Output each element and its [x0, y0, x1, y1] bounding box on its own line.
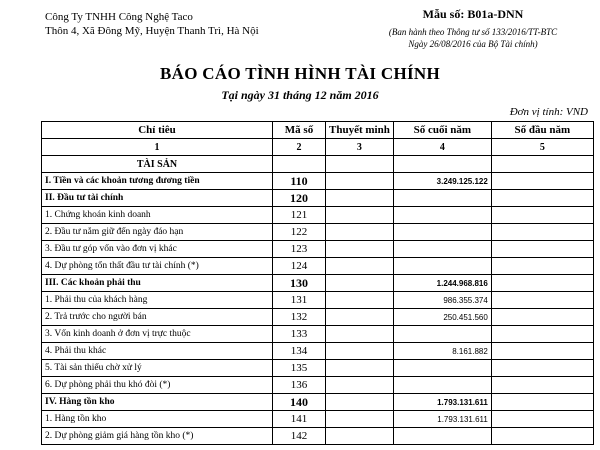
row-end-value [393, 377, 491, 394]
table-row [42, 224, 594, 241]
table-row [42, 360, 594, 377]
column-index: 3 [326, 139, 394, 156]
table-row [42, 309, 594, 326]
row-note [326, 394, 394, 411]
section-title: TÀI SẢN [42, 156, 273, 173]
row-note [326, 411, 394, 428]
row-label: I. Tiền và các khoản tương đương tiền [42, 173, 273, 190]
row-code: 121 [273, 207, 326, 224]
row-label: 5. Tài sản thiếu chờ xử lý [42, 360, 273, 377]
row-label: 1. Phải thu của khách hàng [42, 292, 273, 309]
row-start-value [491, 207, 593, 224]
currency-unit: Đơn vị tính: VND [509, 106, 588, 118]
row-start-value [491, 411, 593, 428]
row-end-value [393, 224, 491, 241]
table-row [42, 394, 594, 411]
row-start-value [491, 377, 593, 394]
header-row [42, 122, 594, 139]
table-row [42, 207, 594, 224]
row-code: 123 [273, 241, 326, 258]
row-end-value: 250.451.560 [393, 309, 491, 326]
table-row [42, 292, 594, 309]
row-note [326, 258, 394, 275]
row-note [326, 360, 394, 377]
table-row [42, 241, 594, 258]
row-start-value [491, 241, 593, 258]
row-label: 3. Đầu tư góp vốn vào đơn vị khác [42, 241, 273, 258]
row-start-value [491, 292, 593, 309]
row-start-value [491, 394, 593, 411]
form-info [358, 8, 588, 50]
row-start-value [491, 343, 593, 360]
row-code: 122 [273, 224, 326, 241]
row-code: 135 [273, 360, 326, 377]
row-label: 2. Trả trước cho người bán [42, 309, 273, 326]
row-note [326, 343, 394, 360]
row-end-value: 8.161.882 [393, 343, 491, 360]
row-start-value [491, 428, 593, 445]
form-issued-line1: (Ban hành theo Thông tư số 133/2016/TT-BTC [388, 27, 558, 37]
company-name: Công Ty TNHH Công Nghệ Taco [45, 11, 193, 23]
table-row [42, 326, 594, 343]
row-note [326, 207, 394, 224]
row-label: 2. Đầu tư nắm giữ đến ngày đáo hạn [42, 224, 273, 241]
row-code: 110 [273, 173, 326, 190]
row-end-value [393, 241, 491, 258]
row-end-value: 3.249.125.122 [393, 173, 491, 190]
row-end-value [393, 428, 491, 445]
row-end-value: 1.244.968.816 [393, 275, 491, 292]
row-end-value [393, 258, 491, 275]
row-label: 4. Phải thu khác [42, 343, 273, 360]
row-note [326, 428, 394, 445]
row-label: 6. Dự phòng phải thu khó đòi (*) [42, 377, 273, 394]
row-start-value [491, 190, 593, 207]
table-row [42, 258, 594, 275]
row-end-value: 1.793.131.611 [393, 411, 491, 428]
row-note [326, 190, 394, 207]
report-date: Tại ngày 31 tháng 12 năm 2016 [221, 88, 379, 102]
row-note [326, 326, 394, 343]
row-code: 133 [273, 326, 326, 343]
table-row [42, 173, 594, 190]
column-index: 1 [42, 139, 273, 156]
row-code: 124 [273, 258, 326, 275]
row-note [326, 377, 394, 394]
row-end-value [393, 207, 491, 224]
header-start-year: Số đầu năm [491, 122, 593, 139]
row-label: 4. Dự phòng tổn thất đầu tư tài chính (*) [42, 258, 273, 275]
row-label: II. Đầu tư tài chính [42, 190, 273, 207]
row-start-value [491, 309, 593, 326]
row-code: 130 [273, 275, 326, 292]
column-index-row [42, 139, 594, 156]
row-end-value [393, 326, 491, 343]
row-label: 2. Dự phòng giảm giá hàng tồn kho (*) [42, 428, 273, 445]
column-index: 5 [491, 139, 593, 156]
row-code: 141 [273, 411, 326, 428]
row-start-value [491, 224, 593, 241]
header-indicator: Chỉ tiêu [42, 122, 273, 139]
row-start-value [491, 258, 593, 275]
form-code: Mẫu số: B01a-DNN [422, 7, 524, 21]
row-label: 1. Hàng tồn kho [42, 411, 273, 428]
form-issued-line2: Ngày 26/08/2016 của Bộ Tài chính) [408, 39, 538, 49]
row-note [326, 275, 394, 292]
column-index: 4 [393, 139, 491, 156]
header-note: Thuyết minh [326, 122, 394, 139]
row-label: 3. Vốn kinh doanh ở đơn vị trực thuộc [42, 326, 273, 343]
financial-table [41, 121, 594, 445]
section-row [42, 156, 594, 173]
row-label: IV. Hàng tồn kho [42, 394, 273, 411]
row-start-value [491, 275, 593, 292]
row-label: III. Các khoản phải thu [42, 275, 273, 292]
row-code: 134 [273, 343, 326, 360]
company-address: Thôn 4, Xã Đông Mỹ, Huyện Thanh Trì, Hà Nội [45, 25, 259, 37]
row-code: 142 [273, 428, 326, 445]
company-info [45, 10, 259, 38]
row-start-value [491, 326, 593, 343]
header-end-year: Số cuối năm [393, 122, 491, 139]
row-start-value [491, 173, 593, 190]
row-note [326, 309, 394, 326]
row-note [326, 292, 394, 309]
table-row [42, 428, 594, 445]
row-code: 131 [273, 292, 326, 309]
row-note [326, 241, 394, 258]
row-end-value [393, 360, 491, 377]
table-row [42, 343, 594, 360]
row-code: 132 [273, 309, 326, 326]
row-label: 1. Chứng khoán kinh doanh [42, 207, 273, 224]
table-row [42, 190, 594, 207]
table-row [42, 411, 594, 428]
row-end-value [393, 190, 491, 207]
row-start-value [491, 360, 593, 377]
table-row [42, 377, 594, 394]
row-code: 136 [273, 377, 326, 394]
row-code: 140 [273, 394, 326, 411]
row-end-value: 1.793.131.611 [393, 394, 491, 411]
column-index: 2 [273, 139, 326, 156]
row-note [326, 173, 394, 190]
report-title: BÁO CÁO TÌNH HÌNH TÀI CHÍNH [160, 64, 440, 83]
header-code: Mã số [273, 122, 326, 139]
row-note [326, 224, 394, 241]
table-row [42, 275, 594, 292]
row-code: 120 [273, 190, 326, 207]
row-end-value: 986.355.374 [393, 292, 491, 309]
